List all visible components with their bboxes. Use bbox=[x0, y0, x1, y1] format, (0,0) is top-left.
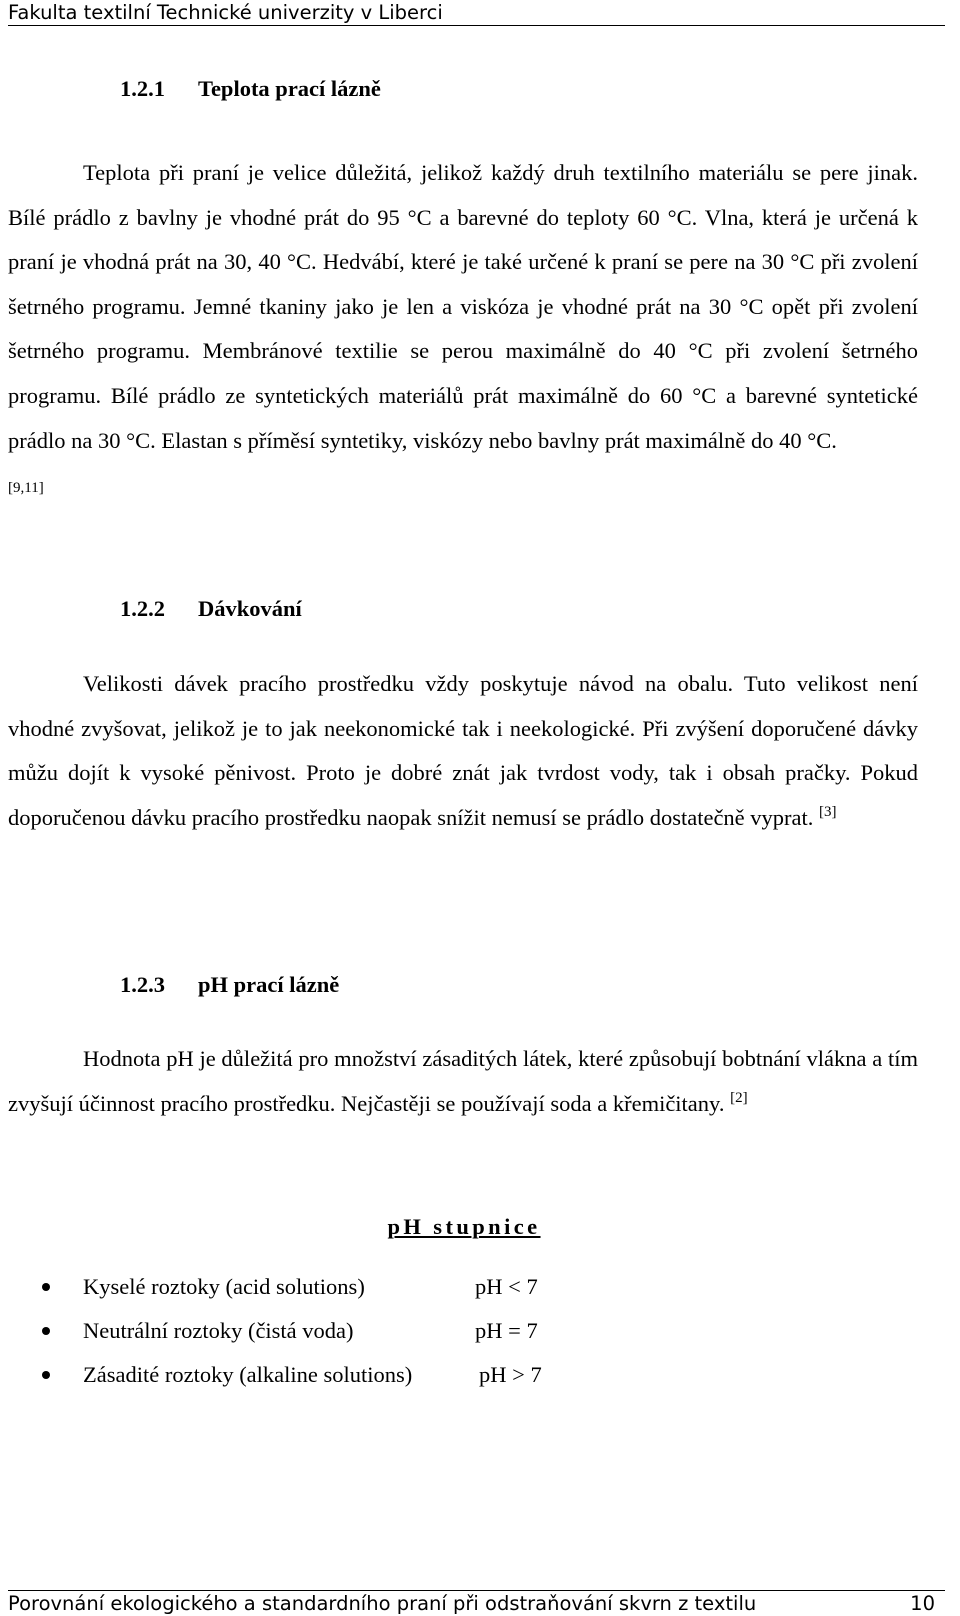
citation-ref: [9,11] bbox=[8, 480, 44, 497]
section-number: 1.2.3 bbox=[120, 972, 165, 997]
citation-ref: [3] bbox=[819, 803, 837, 820]
paragraph-text: Teplota při praní je velice důležitá, jelikož každý druh textilního materiálu se pere jinak. Bílé prádlo z bavlny je vhodné prát do 95 °C a barevné do teploty 60 °C. Vlna, která je určená k praní je vhodná prát na 30, 40 °C. Hedvábí, které je také určené k praní se pere na 30 °C při zvolení šetrného programu. Jemné tkaniny jako je len a viskóza je vhodné prát na 30 °C opět při zvolení šetrného programu. Membránové textilie se perou maximálně do 40 °C při zvolení šetrného programu. Bílé prádlo ze syntetických materiálů prát maximálně do 60 °C a barevné syntetické prádlo na 30 °C. Elastan s příměsí syntetiky, viskózy nebo bavlny prát maximálně do 40 °C. bbox=[8, 160, 918, 453]
paragraph-text: Hodnota pH je důležitá pro množství zásaditých látek, které způsobují bobtnání vlákna a tím zvyšují účinnost pracího prostředku. Nejčastěji se používají soda a křemičitany. bbox=[8, 1046, 918, 1116]
list-item-label: Neutrální roztoky (čistá voda) bbox=[83, 1318, 354, 1343]
section-paragraph-1-2-3 bbox=[8, 1037, 918, 1126]
list-item-value: pH < 7 bbox=[475, 1274, 538, 1299]
section-heading-1-2-2 bbox=[120, 594, 302, 624]
section-heading-1-2-1 bbox=[120, 74, 381, 104]
citation-ref: [2] bbox=[730, 1089, 748, 1106]
paragraph-text: Velikosti dávek pracího prostředku vždy poskytuje návod na obalu. Tuto velikost není vhodné zvyšovat, jelikož je to jak neekonomické tak i neekologické. Při zvýšení doporučené dávky můžu dojít k vysoké pěnivost. Proto je dobré znát jak tvrdost vody, tak i obsah pračky. Pokud doporučenou dávku pracího prostředku naopak snížit nemusí se prádlo dostatečně vyprat. bbox=[8, 671, 918, 830]
section-paragraph-1-2-1 bbox=[8, 151, 918, 511]
bullet-icon bbox=[42, 1283, 50, 1291]
section-heading-1-2-3 bbox=[120, 970, 339, 1000]
section-title: Dávkování bbox=[198, 596, 302, 621]
page-header-title: Fakulta textilní Technické univerzity v Liberci bbox=[8, 1, 443, 24]
section-number: 1.2.2 bbox=[120, 596, 165, 621]
section-title: pH prací lázně bbox=[198, 972, 340, 997]
list-item-value: pH = 7 bbox=[475, 1318, 538, 1343]
section-number: 1.2.1 bbox=[120, 76, 165, 101]
section-title: Teplota prací lázně bbox=[198, 76, 381, 101]
ph-scale-title bbox=[0, 1212, 928, 1242]
section-paragraph-1-2-2 bbox=[8, 662, 918, 840]
header-divider bbox=[8, 25, 945, 26]
list-item-label: Kyselé roztoky (acid solutions) bbox=[83, 1274, 365, 1299]
list-item-label: Zásadité roztoky (alkaline solutions) bbox=[83, 1362, 413, 1387]
bullet-icon bbox=[42, 1371, 50, 1379]
bullet-icon bbox=[42, 1327, 50, 1335]
list-item-value: pH > 7 bbox=[479, 1362, 542, 1387]
page-number: 10 bbox=[910, 1592, 935, 1615]
ph-scale-title-text: pH stupnice bbox=[387, 1214, 541, 1239]
page-footer-title: Porovnání ekologického a standardního praní při odstraňování skvrn z textilu bbox=[8, 1592, 757, 1615]
